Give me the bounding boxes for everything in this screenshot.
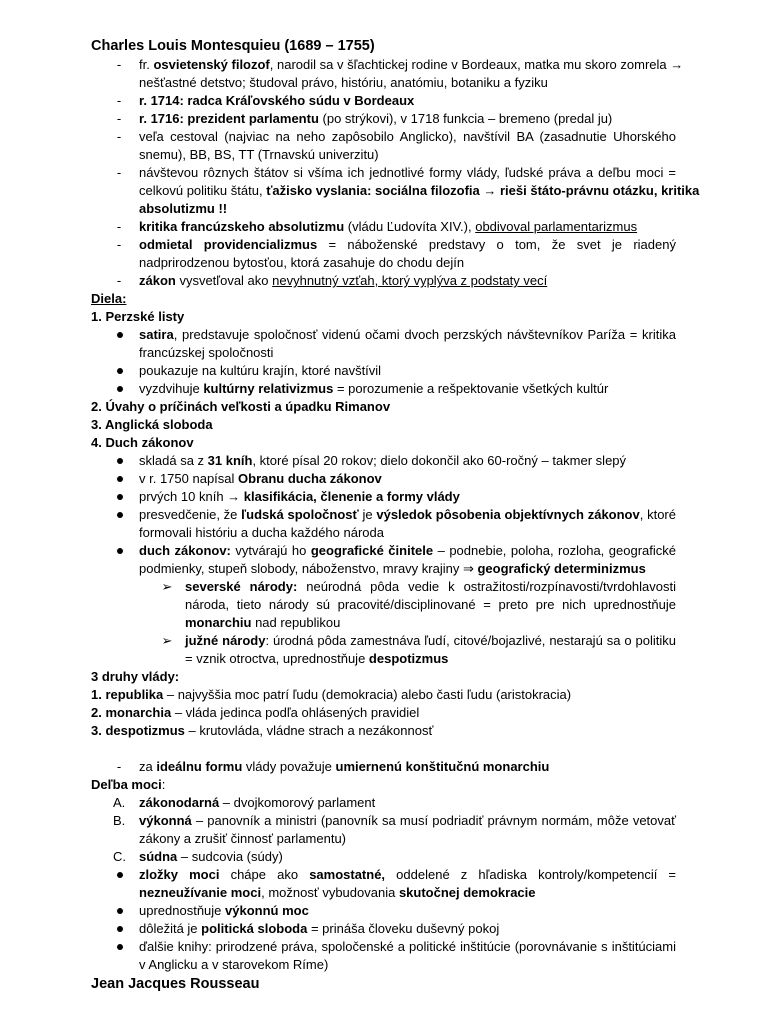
work-title: 2. Úvahy o príčinách veľkosti a úpadku Rimanov (91, 399, 391, 414)
list-item: 2. monarchia – vláda jedinca podľa ohlásených pravidiel (91, 705, 420, 720)
list-item: B. výkonná – panovník a ministri (panovník sa musí podriadiť právnym normám, môže vetovať (113, 813, 676, 828)
dash-marker: - (116, 165, 122, 180)
bullet-icon (117, 386, 123, 392)
dash-marker: - (116, 219, 122, 234)
dash-marker: - (116, 273, 122, 288)
list-item: - fr. osvietenský filozof, narodil sa v šľachtickej rodine v Bordeaux, matka mu skoro zomrela → (0, 56, 768, 74)
list-item: satira, predstavuje spoločnosť videnú očami dvoch perzských návštevníkov Paríža = kritika (0, 326, 768, 344)
dash-marker: - (116, 111, 122, 126)
diela-heading: Diela: (91, 291, 127, 306)
list-item: vyzdvihuje kultúrny relativizmus = porozumenie a rešpektovanie všetkých kultúr (0, 380, 768, 398)
bullet-icon (117, 368, 123, 374)
bullet-icon (117, 908, 123, 914)
list-item: uprednostňuje výkonnú moc (0, 902, 768, 920)
list-item: - kritika francúzskeho absolutizmu (vládu Ľudovíta XIV.), obdivoval parlamentarizmus (0, 218, 768, 236)
bullet-icon (117, 512, 123, 518)
work-title: 4. Duch zákonov (91, 435, 194, 450)
document-page: Charles Louis Montesquieu (1689 – 1755) - fr. osvietenský filozof, narodil sa v šľachtickej rodine v Bordeaux, matka mu skoro zomrela → nešťastné detstvo; študoval právo, históriu, anatómiu, botaniku a fyziku - r. 1714: radca Kráľovského súdu v Bordeaux - r. 1716: prezident parlamentu (po strýkovi), v 1718 funkcia – bremeno (predal ju) - veľa cestoval (najviac na neho zapôsobilo Anglicko), navštívil BA (zasadnutie Uhorského snemu), BB, BS, TT (Trnavskú univerzitu) - návštevou rôznych štátov si všíma ich jednotlivé formy vlády, ľudské práva a deľbu moci = celkovú politiku štátu, ťažisko vyslania: sociálna filozofia → rieši štáto-právnu otázku, kritika absolutizmu !! - kritika francúzskeho absolutizmu (vládu Ľudovíta XIV.), obdivoval parlamentarizmus - odmietal providencializmus = náboženské predstavy o tom, že svet je riadený nadprirodzenou bytosťou, ktorá zasahuje do chodu dejín - zákon vysvetľoval ako nevyhnutný vzťah, ktorý vyplýva z podstaty vecí Diela: 1. Perzské listy satira, predstavuje spoločnosť videnú očami dvoch perzských návštevníkov Paríža = kritika francúzskej spoločnosti poukazuje na kultúru krajín, ktoré navštívil vyzdvihuje kultúrny relativizmus = porozumenie a rešpektovanie všetkých kultúr 2. Úvahy o príčinách veľkosti a úpadku Rimanov 3. Anglická sloboda 4. Duch zákonov skladá sa z 31 kníh, ktoré písal 20 rokov; dielo dokončil ako 60-ročný – takmer slepý v r. 1750 napísal Obranu ducha zákonov prvých 10 kníh → klasifikácia, členenie a formy vlády presvedčenie, že ľudská spoločnosť je výsledok pôsobenia objektívnych zákonov, ktoré formovali históriu a ducha každého národa duch zákonov: vytvárajú ho geografické činitele – podnebie, poloha, rozloha, geografické podmienky, stupeň slobody, náboženstvo, mravy krajiny ⇒ geografický determinizmus ➢ severské národy: neúrodná pôda vedie k ostražitosti/rozpínavosti/tvrdohlavosti národa, tieto národy sú pracovité/disciplinované = preto pre nich uprednostňuje monarchiu nad republikou ➢ južné národy: úrodná pôda zamestnáva ľudí, citové/bojazlivé, nestarajú sa o politiku = vznik otroctva, uprednostňuje despotizmus 3 druhy vlády: 1. republika – najvyššia moc patrí ľudu (demokracia) alebo časti ľudu (aristokracia) 2. monarchia – vláda jedinca podľa ohlásených pravidiel 3. despotizmus – krutovláda, vládne strach a nezákonnosť - za ideálnu formu vlády považuje umiernenú konštitučnú monarchiu Deľba moci: A. zákonodarná – dvojkomorový parlament B. výkonná – panovník a ministri (panovník sa musí podriadiť právnym normám, môže vetovať zákony a zrušiť činnosť parlamentu) C. súdna – sudcovia (súdy) zložky moci chápe ako samostatné, oddelené z hľadiska kontroly/kompetencií = nezneužívanie moci, možnosť vybudovania skutočnej demokracie uprednostňuje výkonnú moc dôležitá je politická sloboda = prináša človeku duševný pokoj ďalšie knihy: prirodzené práva, spoločenské a politické inštitúcie (porovnávanie s inštitúciami v Anglicku a v starovekom Ríme) Jean Jacques Rousseau (0, 0, 768, 1024)
list-item: - odmietal providencializmus = náboženské predstavy o tom, že svet je riadený (0, 236, 768, 254)
arrow-bullet-icon: ➢ (161, 579, 173, 594)
list-item: C. súdna – sudcovia (súdy) (113, 849, 283, 864)
arrow-bullet-icon: ➢ (161, 633, 173, 648)
list-item: skladá sa z 31 kníh, ktoré písal 20 rokov; dielo dokončil ako 60-ročný – takmer slepý (0, 452, 768, 470)
list-item: - r. 1716: prezident parlamentu (po strýkovi), v 1718 funkcia – bremeno (predal ju) (0, 110, 768, 128)
list-item: - r. 1714: radca Kráľovského súdu v Bordeaux (0, 92, 768, 110)
list-item: - návštevou rôznych štátov si všíma ich jednotlivé formy vlády, ľudské práva a deľbu moci = (0, 164, 768, 182)
bullet-icon (117, 332, 123, 338)
list-item: 1. republika – najvyššia moc patrí ľudu (demokracia) alebo časti ľudu (aristokracia) (91, 687, 572, 702)
bullet-icon (117, 476, 123, 482)
list-item: A. zákonodarná – dvojkomorový parlament (113, 795, 376, 810)
list-item: ďalšie knihy: prirodzené práva, spoločenské a politické inštitúcie (porovnávanie s inštitúciami (0, 938, 768, 956)
list-item: v r. 1750 napísal Obranu ducha zákonov (0, 470, 768, 488)
list-item: prvých 10 kníh → klasifikácia, členenie a formy vlády (0, 488, 768, 506)
bullet-icon (117, 926, 123, 932)
bullet-icon (117, 872, 123, 878)
work-title: 3. Anglická sloboda (91, 417, 213, 432)
bullet-icon (117, 494, 123, 500)
list-item: zložky moci chápe ako samostatné, oddelené z hľadiska kontroly/kompetencií = (0, 866, 768, 884)
bullet-icon (117, 548, 123, 554)
heading-montesquieu: Charles Louis Montesquieu (1689 – 1755) (91, 38, 375, 54)
dash-marker: - (116, 57, 122, 72)
work-title: 1. Perzské listy (91, 309, 185, 324)
heading-rousseau: Jean Jacques Rousseau (91, 976, 260, 992)
sub-list-item: ➢ severské národy: neúrodná pôda vedie k ostražitosti/rozpínavosti/tvrdohlavosti (161, 579, 677, 594)
list-item: - zákon vysvetľoval ako nevyhnutný vzťah, ktorý vyplýva z podstaty vecí (0, 272, 768, 290)
govt-heading: 3 druhy vlády: (91, 669, 180, 684)
bullet-icon (117, 458, 123, 464)
delba-heading: Deľba moci: (91, 777, 166, 792)
list-item: - za ideálnu formu vlády považuje umiernenú konštitučnú monarchiu (0, 758, 768, 776)
list-item: - veľa cestoval (najviac na neho zapôsobilo Anglicko), navštívil BA (zasadnutie Uhorského (0, 128, 768, 146)
dash-marker: - (116, 93, 122, 108)
dash-marker: - (116, 129, 122, 144)
dash-marker: - (116, 237, 122, 252)
list-item: duch zákonov: vytvárajú ho geografické činitele – podnebie, poloha, rozloha, geografické (0, 542, 768, 560)
bullet-icon (117, 944, 123, 950)
sub-list-item: ➢ južné národy: úrodná pôda zamestnáva ľudí, citové/bojazlivé, nestarajú sa o politiku (161, 633, 676, 648)
dash-marker: - (116, 759, 122, 774)
list-item: presvedčenie, že ľudská spoločnosť je výsledok pôsobenia objektívnych zákonov, ktoré (0, 506, 768, 524)
list-item: dôležitá je politická sloboda = prináša človeku duševný pokoj (0, 920, 768, 938)
list-item: poukazuje na kultúru krajín, ktoré navštívil (0, 362, 768, 380)
list-item: 3. despotizmus – krutovláda, vládne strach a nezákonnosť (91, 723, 434, 738)
